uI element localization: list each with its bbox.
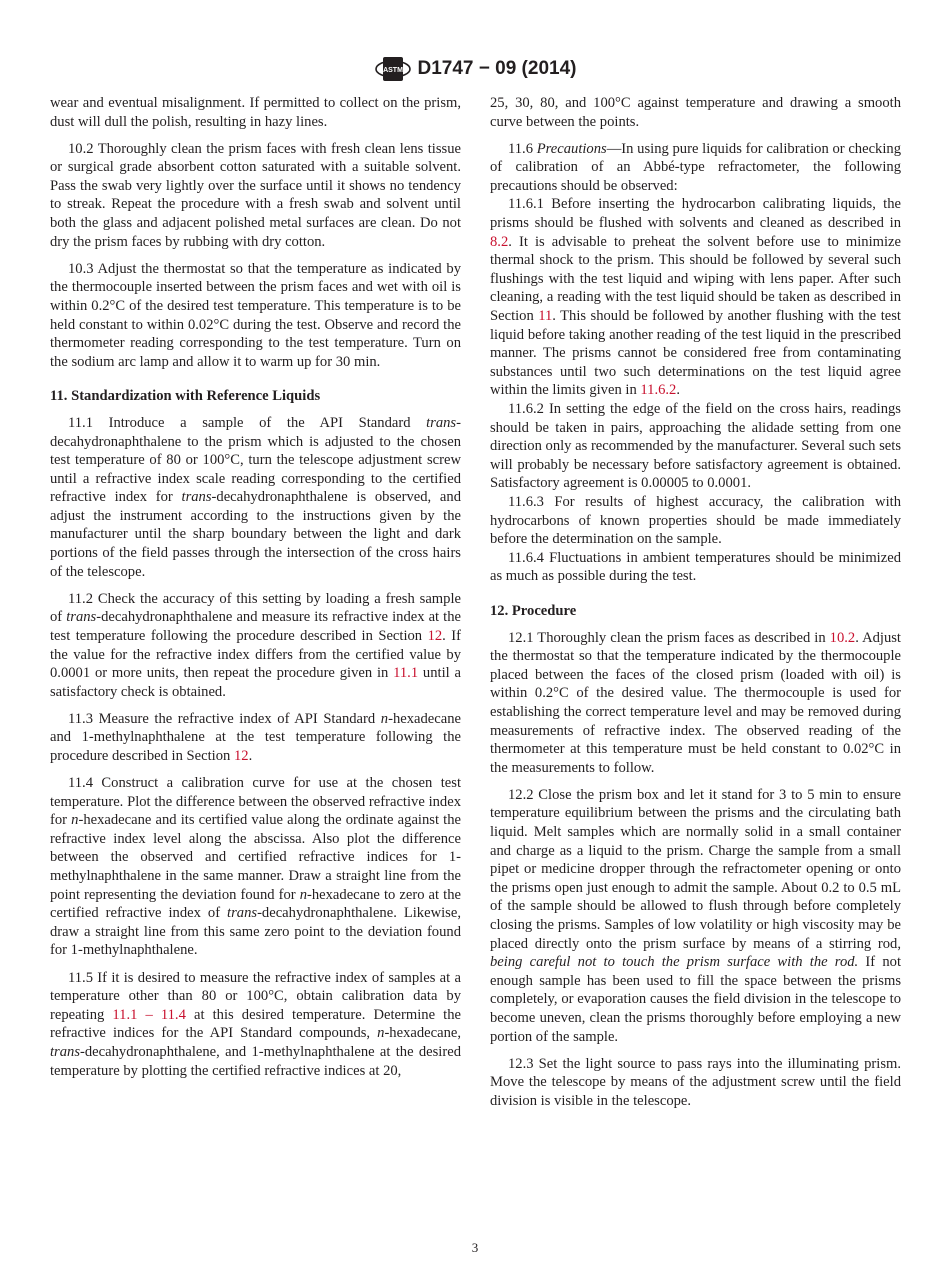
- text-run: wear and eventual misalignment. If permitted to collect on the prism, dust will dull the polish, resulting in hazy lines.: [50, 95, 461, 130]
- paragraph: [50, 969, 461, 1081]
- text-run: 11.2 Check the accuracy of this setting by loading a fresh sample of: [50, 590, 461, 626]
- text-run: 12.2 Close the prism box and let it stand for 3 to 5 min to ensure temperature equilibrium between the prisms and the circulating bath liquid. Melt samples which are normally solid in a small container and charge as a liquid to the prism. Charge the sample from a small pipet or medicine dropper through the refractometer opening or onto the prisms open just enough to admit the sample. About 0.2 to 0.5 mL of the sample should be allowed to flush through before completely closing the prisms. Samples of low volatility or high viscosity may be placed directly onto the prism surface by means of a stirring rod,: [490, 786, 901, 952]
- section-link[interactable]: 10.2: [829, 629, 856, 646]
- section-link[interactable]: 11.1 – 11.4: [112, 1006, 186, 1023]
- text-run: -hexadecane and its certified value along the ordinate against the refractive index level along the abscissa. Also plot the difference between the observed and certified refractive indices for 1-methylnaphthalene in the same manner. Draw a straight line from the point representing the deviation found for: [50, 812, 461, 903]
- paragraph: [490, 493, 901, 549]
- paragraph: [490, 94, 901, 131]
- text-run: 10.3 Adjust the thermostat so that the temperature as indicated by the thermocouple inserted between the prism faces and wet with oil is within 0.2°C of the desired test temperature. This temperature is to be held constant to within 0.02°C during the test. Observe and record the thermometer reading corresponding to the test temperature. Turn on the sodium arc lamp and allow it to warm up for 30 min.: [50, 260, 461, 370]
- italic-text: trans: [426, 414, 457, 431]
- text-run: -hexadecane and 1-methylnaphthalene at the test temperature following the procedure described in Section: [50, 710, 461, 764]
- italic-text: n: [71, 812, 79, 829]
- text-run: 25, 30, 80, and 100°C against temperature and drawing a smooth curve between the points.: [490, 95, 901, 130]
- text-run: .: [248, 748, 253, 764]
- section-heading: [50, 387, 461, 406]
- italic-text: trans: [50, 1043, 81, 1060]
- text-run: 11.3 Measure the refractive index of API Standard: [68, 710, 381, 727]
- text-run: 11.5 If it is desired to measure the refractive index of samples at a temperature other than 80 or 100°C, obtain calibration data by repeating: [50, 969, 461, 1023]
- text-run: . It is advisable to preheat the solvent before use to minimize thermal shock to the prism. This should be followed by several such flushings with the test liquid and wiping with lens paper. After such cleaning, a reading with the test liquid should be taken as described in Section: [490, 233, 901, 325]
- text-run: .: [676, 382, 681, 399]
- page-number: 3: [471, 1240, 479, 1255]
- italic-text: being careful not to touch the prism surface with the rod.: [490, 954, 859, 971]
- paragraph: [490, 786, 901, 1046]
- paragraph: [490, 140, 901, 196]
- text-run: -decahydronaphthalene and measure its refractive index at the test temperature following the procedure described in Section: [50, 609, 461, 644]
- italic-text: n: [377, 1025, 385, 1042]
- paragraph: [490, 400, 901, 493]
- paragraph: [50, 774, 461, 960]
- text-run: 12. Procedure: [490, 602, 577, 619]
- paragraph: [490, 629, 901, 778]
- text-run: 11.6.2 In setting the edge of the field on the cross hairs, readings should be taken in pairs, approaching the alidade setting from one direction only as recommended by the manufacturer. Several such sets will probably be necessary before satisfactory agreement is obtained. Satisfactory agreement is 0.00005 to 0.0001.: [490, 401, 901, 492]
- text-run: -decahydronaphthalene is observed, and adjust the instrument according to the instructions given by the manufacturer until the sharp boundary between the light and dark portions of the field passes through the intersection of the cross hairs of the telescope.: [50, 489, 461, 580]
- italic-text: Precautions: [536, 140, 607, 157]
- paragraph: [50, 590, 461, 702]
- text-run: 11.6.3 For results of highest accuracy, the calibration with hydrocarbons of known properties should be made immediately before the determination on the sample.: [490, 493, 901, 548]
- text-run: . This should be followed by another flushing with the test liquid before taking another reading of the test liquid in the prescribed manner. The prisms cannot be considered free from contaminating substances until two such determinations on the test liquid agree within the limits given in: [490, 308, 901, 399]
- text-run: -hexadecane,: [384, 1025, 461, 1042]
- italic-text: trans: [66, 609, 97, 626]
- paragraph: [50, 260, 461, 372]
- text-run: If not enough sample has been used to fill the space between the prisms completely, or evaporation causes the field division in the telescope to become uneven, clean the prisms thoroughly before employing a new portion of the sample.: [490, 954, 902, 1045]
- paragraph: [490, 549, 901, 586]
- text-run: 12.3 Set the light source to pass rays into the illuminating prism. Move the telescope by means of the adjustment screw until the field division is visible in the telescope.: [490, 1055, 901, 1109]
- text-run: 11.6.4 Fluctuations in ambient temperatures should be minimized as much as possible during the test.: [490, 549, 901, 585]
- text-run: until a satisfactory check is obtained.: [50, 665, 461, 700]
- paragraph: [50, 414, 461, 581]
- text-run: 11.6: [508, 140, 537, 157]
- svg-text:ASTM: ASTM: [382, 67, 403, 74]
- section-heading: [490, 602, 901, 621]
- text-run: -decahydronaphthalene, and 1-methylnaphthalene at the desired temperature by plotting the certified refractive indices at 20,: [50, 1043, 461, 1079]
- italic-text: trans: [227, 905, 258, 922]
- paragraph: [50, 710, 461, 766]
- section-link[interactable]: 12: [427, 627, 443, 644]
- left-column: [50, 94, 461, 1089]
- text-run: 11.1 Introduce a sample of the API Standard: [68, 414, 427, 431]
- paragraph: [490, 1055, 901, 1111]
- section-link[interactable]: 12: [233, 748, 249, 764]
- section-link[interactable]: 8.2: [490, 233, 509, 250]
- text-run: -hexadecane to zero at the certified refractive index of: [50, 886, 461, 922]
- text-run: -decahydronaphthalene to the prism which is adjusted to the chosen test temperature of 80 or 100°C, turn the telescope adjustment screw until a refractive index scale reading corresponding to the certified refractive index for: [50, 414, 461, 506]
- text-run: 11.6.1 Before inserting the hydrocarbon calibrating liquids, the prisms should be flushed with solvents and cleaned as described in: [490, 196, 901, 232]
- italic-text: trans: [181, 489, 212, 506]
- paragraph: [50, 94, 461, 131]
- page-header: [0, 55, 950, 83]
- section-link[interactable]: 11.1: [393, 665, 419, 682]
- text-run: -decahydronaphthalene. Likewise, draw a straight line from this same zero point to the deviation found for 1-methylnaphthalene.: [50, 905, 461, 959]
- text-run: —In using pure liquids for calibration or checking of calibration of an Abbé-type refractometer, the following precautions should be observed:: [490, 140, 901, 194]
- text-run: 11. Standardization with Reference Liquids: [50, 388, 321, 405]
- italic-text: n: [299, 886, 307, 903]
- text-run: 10.2 Thoroughly clean the prism faces with fresh clean lens tissue or surgical grade absorbent cotton saturated with a suitable solvent. Pass the swab very lightly over the surface until it shows no tendency to streak. Repeat the procedure with a fresh swab and solvent until both the glass and adjacent polished metal surfaces are clean. Do not dry the prism faces by rubbing with dry cotton.: [50, 140, 461, 250]
- astm-logo-icon: [374, 55, 412, 83]
- text-run: . If the value for the refractive index differs from the certified value by 0.0001 or more units, then repeat the procedure given in: [50, 627, 461, 682]
- text-run: 11.4 Construct a calibration curve for use at the chosen test temperature. Plot the difference between the observed refractive index for: [50, 775, 461, 829]
- text-run: at this desired temperature. Determine the refractive indices for the API Standard compounds,: [50, 1006, 461, 1042]
- right-column: [490, 94, 901, 1119]
- paragraph: [50, 140, 461, 252]
- document-id: D1747 − 09 (2014): [417, 58, 577, 79]
- text-run: 12.1 Thoroughly clean the prism faces as described in: [508, 629, 830, 646]
- paragraph: [490, 195, 901, 400]
- italic-text: n: [380, 710, 389, 727]
- text-run: . Adjust the thermostat so that the temperature indicated by the thermocouple placed between the faces of the closed prism (loaded with oil) is within 0.2°C of the desired value. The thermocouple is used for establishing the correct temperature level and may be removed during measurements of refractive index. The observed reading of the thermometer at this temperature must be held constant to 0.02°C in the measurements to follow.: [490, 629, 901, 776]
- section-link[interactable]: 11: [538, 308, 553, 325]
- section-link[interactable]: 11.6.2: [640, 382, 677, 399]
